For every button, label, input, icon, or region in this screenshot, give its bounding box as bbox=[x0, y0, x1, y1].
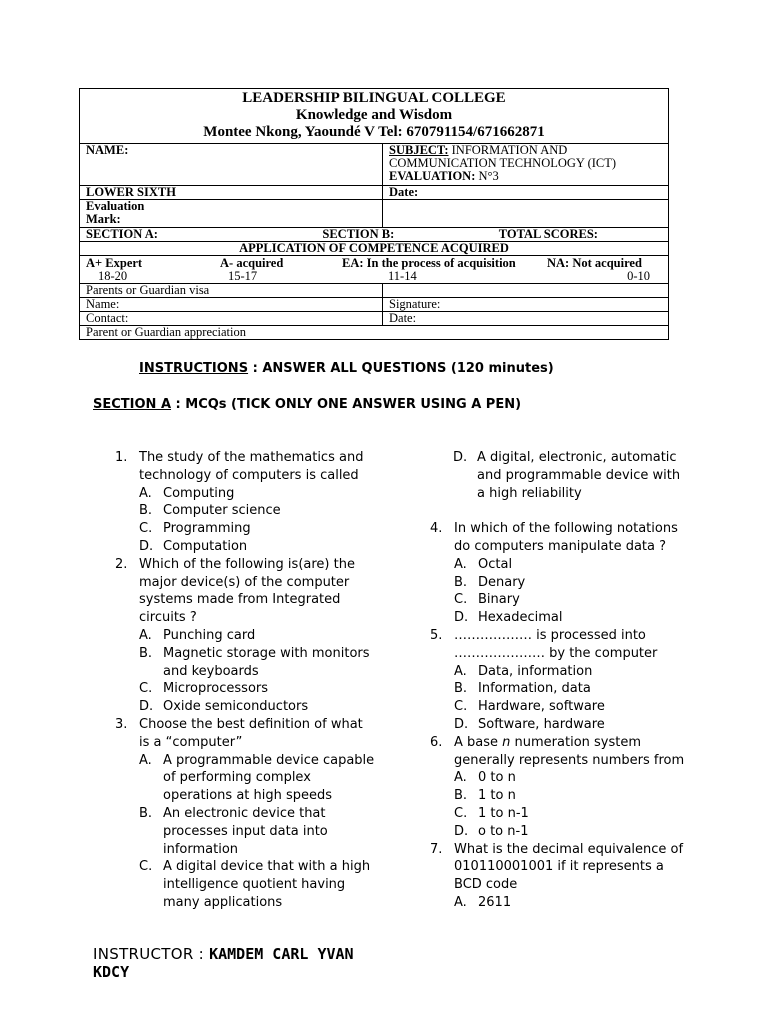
question-6 bbox=[430, 734, 690, 841]
option-d[interactable] bbox=[139, 538, 375, 556]
option-a[interactable] bbox=[454, 663, 690, 681]
header-table bbox=[79, 88, 669, 340]
option-text: Denary bbox=[478, 574, 526, 590]
total-scores-label: TOTAL SCORES: bbox=[498, 227, 598, 241]
subject-value: INFORMATION AND COMMUNICATION TECHNOLOGY (ICT) bbox=[389, 143, 617, 170]
option-c[interactable] bbox=[454, 591, 690, 609]
option-letter: B. bbox=[454, 574, 468, 590]
instructor-initials: KDCY bbox=[93, 963, 130, 981]
grade-range: 11-14 bbox=[388, 269, 417, 283]
questions-column-right bbox=[430, 449, 690, 912]
option-d[interactable] bbox=[430, 449, 690, 502]
instructions-text: : ANSWER ALL QUESTIONS (120 minutes) bbox=[248, 361, 554, 376]
option-text: A digital, electronic, automatic and programmable device with a high reliability bbox=[477, 450, 681, 501]
eval-mark-value-cell bbox=[383, 200, 669, 228]
section-a-heading-text: : MCQs (TICK ONLY ONE ANSWER USING A PEN) bbox=[171, 397, 522, 412]
name-label: NAME: bbox=[86, 143, 129, 157]
option-c[interactable] bbox=[139, 858, 375, 911]
eval-mark-label-1: Evaluation bbox=[86, 199, 145, 213]
option-d[interactable] bbox=[454, 823, 690, 841]
option-letter: B. bbox=[139, 805, 153, 821]
option-letter: C. bbox=[454, 592, 468, 608]
option-letter: C. bbox=[454, 699, 468, 715]
grade-range: 15-17 bbox=[228, 269, 258, 283]
parent-name-cell bbox=[80, 298, 383, 312]
option-letter: C. bbox=[139, 859, 153, 875]
question-number: 4. bbox=[430, 521, 443, 537]
appreciation-label: Parent or Guardian appreciation bbox=[86, 325, 247, 339]
question-number: 1. bbox=[115, 450, 128, 465]
option-text: Magnetic storage with monitors and keyboards bbox=[163, 645, 370, 679]
instructor-name: KAMDEM CARL YVAN bbox=[209, 945, 354, 963]
section-a-heading-label: SECTION A bbox=[93, 397, 172, 412]
option-letter: C. bbox=[454, 805, 468, 821]
eval-mark-cell bbox=[80, 200, 383, 228]
question-text-part: numeration system generally represents numbers from bbox=[454, 734, 685, 768]
school-address: Montee Nkong, Yaoundé V Tel: 670791154/671662871 bbox=[203, 124, 545, 140]
option-a[interactable] bbox=[454, 894, 690, 912]
option-text: Hexadecimal bbox=[478, 610, 563, 626]
option-a[interactable] bbox=[139, 627, 375, 645]
evaluation-value: N°3 bbox=[475, 169, 499, 183]
question-text bbox=[454, 734, 690, 770]
option-text: 2611 bbox=[478, 894, 512, 910]
grade-range: 18-20 bbox=[98, 269, 128, 283]
question-number: 2. bbox=[115, 556, 128, 572]
question-text: In which of the following notations do computers manipulate data ? bbox=[454, 521, 678, 554]
option-letter: D. bbox=[454, 716, 469, 732]
appreciation-cell bbox=[80, 326, 669, 340]
question-3 bbox=[115, 716, 375, 912]
instructions bbox=[139, 361, 554, 376]
option-d[interactable] bbox=[454, 716, 690, 734]
grade-label: A+ Expert bbox=[86, 256, 143, 270]
option-letter: D. bbox=[139, 538, 154, 554]
section-a-heading bbox=[93, 397, 521, 412]
signature-cell bbox=[383, 298, 669, 312]
question-5 bbox=[430, 627, 690, 734]
option-letter: B. bbox=[454, 788, 468, 804]
eval-mark-label-2: Mark: bbox=[86, 212, 121, 226]
option-a[interactable] bbox=[139, 485, 375, 503]
grades-cell bbox=[80, 256, 669, 284]
option-text: Oxide semiconductors bbox=[163, 699, 309, 715]
class-cell bbox=[80, 186, 383, 200]
question-text-part: A base bbox=[454, 734, 503, 750]
parents-visa-cell bbox=[80, 284, 383, 298]
question-1 bbox=[115, 449, 375, 556]
question-2 bbox=[115, 556, 375, 716]
option-text: o to n-1 bbox=[478, 823, 529, 839]
parent-date-cell bbox=[383, 312, 669, 326]
option-text: Software, hardware bbox=[478, 716, 605, 732]
option-letter: A. bbox=[454, 663, 467, 679]
subject-cell bbox=[383, 144, 669, 186]
option-letter: A. bbox=[139, 752, 152, 768]
subject-label: SUBJECT: bbox=[389, 143, 449, 157]
grade-label: NA: Not acquired bbox=[547, 256, 642, 270]
grade-label: A- acquired bbox=[220, 256, 284, 270]
option-letter: D. bbox=[454, 823, 469, 839]
question-text: The study of the mathematics and technology of computers is called bbox=[139, 450, 364, 483]
option-text: Computation bbox=[163, 538, 248, 554]
option-letter: B. bbox=[139, 503, 153, 519]
option-d[interactable] bbox=[454, 609, 690, 627]
option-text: Programming bbox=[163, 521, 251, 537]
school-header-cell bbox=[80, 89, 669, 144]
option-letter: D. bbox=[454, 610, 469, 626]
option-d[interactable] bbox=[139, 698, 375, 716]
question-number: 6. bbox=[430, 734, 443, 750]
class-label: LOWER SIXTH bbox=[86, 185, 176, 199]
option-letter: C. bbox=[139, 521, 153, 537]
option-letter: A. bbox=[454, 770, 467, 786]
grade-label: EA: In the process of acquisition bbox=[342, 256, 516, 270]
question-text-variable: n bbox=[502, 734, 511, 750]
option-text: A digital device that with a high intelligence quotient having many applications bbox=[163, 859, 371, 910]
option-b[interactable] bbox=[139, 805, 375, 858]
option-b[interactable] bbox=[139, 502, 375, 520]
date-label: Date: bbox=[389, 185, 419, 199]
contact-label: Contact: bbox=[86, 311, 129, 325]
question-7 bbox=[430, 841, 690, 912]
parent-name-label: Name: bbox=[86, 297, 120, 311]
option-letter: A. bbox=[454, 894, 467, 910]
option-text: Punching card bbox=[163, 627, 256, 643]
question-text: What is the decimal equivalence of 010110001001 if it represents a BCD code bbox=[454, 841, 684, 893]
option-letter: B. bbox=[139, 645, 153, 661]
option-text: An electronic device that processes input data into information bbox=[163, 805, 328, 857]
instructor-footer bbox=[93, 945, 354, 981]
option-letter: A. bbox=[139, 485, 152, 501]
question-text: Choose the best definition of what is a “computer” bbox=[139, 716, 363, 750]
section-b-label: SECTION B: bbox=[322, 227, 395, 241]
school-name: LEADERSHIP BILINGUAL COLLEGE bbox=[242, 90, 506, 106]
option-b[interactable] bbox=[454, 787, 690, 805]
option-text: Computing bbox=[163, 485, 235, 501]
option-a[interactable] bbox=[454, 769, 690, 787]
option-b[interactable] bbox=[454, 680, 690, 698]
evaluation-label: EVALUATION: bbox=[389, 169, 476, 183]
grade-labels-row bbox=[86, 257, 662, 270]
name-cell bbox=[80, 144, 383, 186]
question-4 bbox=[430, 520, 690, 627]
option-letter: B. bbox=[454, 681, 468, 697]
option-text: 1 to n bbox=[478, 788, 516, 804]
section-a-label: SECTION A: bbox=[86, 227, 158, 241]
grade-ranges-row bbox=[86, 270, 662, 283]
option-letter: A. bbox=[139, 627, 152, 643]
option-letter: D. bbox=[453, 450, 468, 465]
option-text: 1 to n-1 bbox=[478, 805, 529, 821]
contact-cell bbox=[80, 312, 383, 326]
option-c[interactable] bbox=[139, 520, 375, 538]
option-text: 0 to n bbox=[478, 770, 516, 786]
grade-range: 0-10 bbox=[627, 269, 650, 283]
competence-title-cell bbox=[80, 242, 669, 256]
option-text: Octal bbox=[478, 556, 513, 572]
option-text: Hardware, software bbox=[478, 699, 605, 715]
instructions-label: INSTRUCTIONS bbox=[139, 361, 249, 376]
option-letter: A. bbox=[454, 556, 467, 572]
option-text: A programmable device capable of performing complex operations at high speeds bbox=[163, 752, 375, 804]
question-number: 7. bbox=[430, 841, 443, 857]
option-b[interactable] bbox=[139, 645, 375, 681]
option-a[interactable] bbox=[454, 556, 690, 574]
parents-visa-label: Parents or Guardian visa bbox=[86, 283, 210, 297]
question-number: 5. bbox=[430, 627, 443, 643]
questions-column-left bbox=[115, 449, 375, 912]
school-motto: Knowledge and Wisdom bbox=[295, 107, 453, 123]
option-b[interactable] bbox=[454, 574, 690, 592]
option-text: Data, information bbox=[478, 663, 593, 679]
date-cell bbox=[383, 186, 669, 200]
option-text: Binary bbox=[478, 592, 520, 608]
option-c[interactable] bbox=[454, 698, 690, 716]
signature-label: Signature: bbox=[389, 297, 441, 311]
parent-date-label: Date: bbox=[389, 311, 417, 325]
question-number: 3. bbox=[115, 716, 128, 732]
instructor-label: INSTRUCTOR : bbox=[93, 945, 210, 963]
question-text: ……………… is processed into ………………… by the computer bbox=[454, 627, 658, 661]
option-text: Information, data bbox=[478, 681, 591, 697]
option-text: Computer science bbox=[163, 503, 281, 519]
option-text: Microprocessors bbox=[163, 681, 269, 697]
option-c[interactable] bbox=[454, 805, 690, 823]
parents-visa-empty bbox=[383, 284, 669, 298]
sections-row bbox=[80, 228, 669, 242]
question-text: Which of the following is(are) the major device(s) of the computer systems made from Integrated circuits ? bbox=[139, 556, 355, 626]
option-a[interactable] bbox=[139, 752, 375, 805]
competence-title: APPLICATION OF COMPETENCE ACQUIRED bbox=[239, 241, 509, 255]
option-letter: D. bbox=[139, 699, 154, 715]
option-letter: C. bbox=[139, 681, 153, 697]
option-c[interactable] bbox=[139, 680, 375, 698]
